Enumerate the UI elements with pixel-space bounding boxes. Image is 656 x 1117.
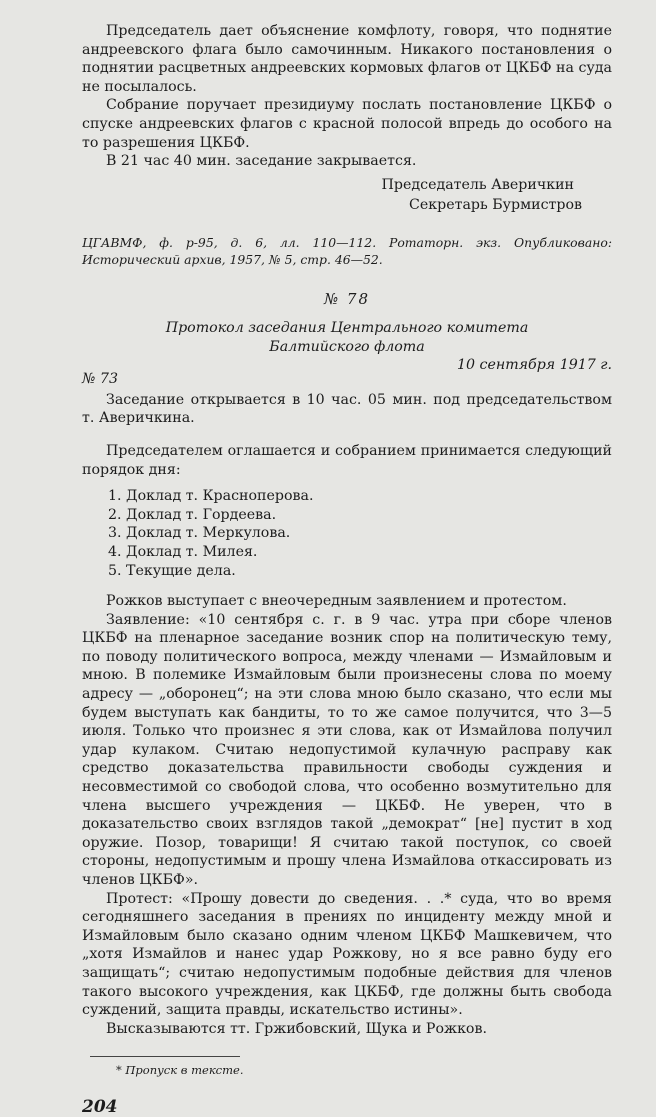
document-title — [82, 319, 612, 357]
paragraph-declaration: Заявление: «10 сентября с. г. в 9 час. утра при сборе членов ЦКБФ на пленарное заседание возник спор на политическую тему, по поводу политического вопроса, между членами — Измайловым и мною. В полемике Измайловым были произнесены слова по моему адресу — „оборонец“; на эти слова мною было сказано, что если мы будем выступать как бандиты, то то же самое получится, что 3—5 июля. Только что произнес я эти слова, как от Измайлова получил удар кулаком. Считаю недопустимой кулачную расправу как средство доказательства правильности свободы суждения и несовместимой со свободой слова, что особенно возмутительно для члена высшего учреждения — ЦКБФ. Не уверен, что в доказательство своих взглядов такой „демократ“ [не] пустит в ход оружие. Позор, товарищи! Я считаю такой поступок, со своей стороны, недопустимым и прошу члена Измайлова откассировать из членов ЦКБФ». — [82, 611, 612, 888]
paragraph-assembly-instruction: Собрание поручает президиуму послать постановление ЦКБФ о спуске андреевских флагов с красной полосой впредь до особого на то разрешения ЦКБФ. — [82, 97, 612, 151]
paragraph-speakers: Высказываются тт. Гржибовский, Щука и Рожков. — [106, 1020, 487, 1037]
document-number: № 78 — [323, 289, 371, 308]
paragraph-flag-explanation: Председатель дает объяснение комфлоту, говоря, что поднятие андреевского флага было самочинным. Никакого постановления о поднятии расцветных андреевских кормовых флагов от ЦКБФ на суда не посылалось. — [82, 23, 612, 95]
footnote: * Пропуск в тексте. — [116, 1063, 244, 1078]
document-title-line-2: Балтийского флота — [269, 338, 425, 355]
signature-block — [82, 175, 582, 215]
paragraph-agenda-intro: Председателем оглашается и собранием принимается следующий порядок дня: — [82, 442, 612, 478]
paragraph-protest: Протест: «Прошу довести до сведения. . .* суда, что во время сегодняшнего заседания в прениях по инциденту между мной и Измайловым было сказано одним членом ЦКБФ Машкевичем, что „хотя Измайлов и нанес удар Рожкову, но я все равно буду его защищать“; считаю недопустимым подобные действия для членов такого высокого учреждения, как ЦКБФ, где должны быть свобода суждений, защита правды, искательство истины». — [82, 890, 612, 1019]
agenda-list — [82, 487, 612, 580]
agenda-item: 4. Доклад т. Милея. — [108, 543, 258, 560]
agenda-item: 5. Текущие дела. — [108, 562, 236, 579]
protocol-date: 10 сентября 1917 г. — [456, 356, 612, 373]
archive-source-note: ЦГАВМФ, ф. р-95, д. 6, лл. 110—112. Ротаторн. экз. Опубликовано: Исторический архив, 1957, № 5, стр. 46—52. — [82, 234, 612, 267]
protocol-number: № 73 — [82, 370, 118, 387]
document-title-line-1: Протокол заседания Центрального комитета — [165, 319, 529, 336]
agenda-item: 2. Доклад т. Гордеева. — [108, 506, 277, 523]
paragraph-opening: Заседание открывается в 10 час. 05 мин. под председательством т. Аверичкина. — [82, 391, 612, 427]
page-number: 204 — [82, 1097, 118, 1117]
paragraph-meeting-closes: В 21 час 40 мин. заседание закрывается. — [106, 153, 417, 170]
secretary-signature: Секретарь Бурмистров — [409, 196, 582, 213]
chairman-signature: Председатель Аверичкин — [381, 176, 574, 193]
agenda-item: 3. Доклад т. Меркулова. — [108, 525, 291, 542]
paragraph-rozhkov-statement: Рожков выступает с внеочередным заявлением и протестом. — [106, 593, 567, 610]
protocol-meta — [82, 357, 612, 391]
agenda-item: 1. Доклад т. Красноперова. — [108, 488, 314, 505]
footnote-divider — [90, 1056, 240, 1057]
